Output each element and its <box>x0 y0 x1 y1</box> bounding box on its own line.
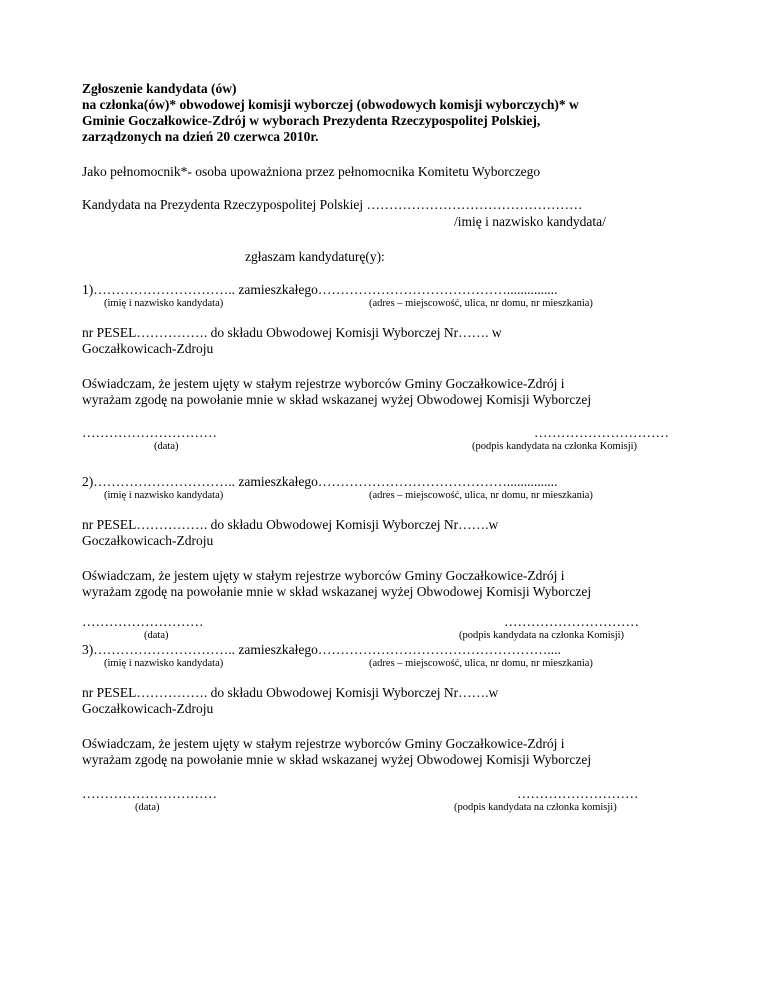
date-dots: ………………………… <box>82 786 217 801</box>
name-caption: (imię i nazwisko kandydata) <box>104 298 224 309</box>
candidate-name-caption: /imię i nazwisko kandydata/ <box>454 214 606 229</box>
address-caption: (adres – miejscowość, ulica, nr domu, nr mieszkania) <box>369 490 593 501</box>
pesel-line: nr PESEL……………. do składu Obwodowej Komisji Wyborczej Nr……. w <box>82 325 502 340</box>
signature-caption: (podpis kandydata na członka komisji) <box>454 802 617 813</box>
date-dots: ………………………… <box>82 425 217 440</box>
statement-line: wyrażam zgodę na powołanie mnie w skład wskazanej wyżej Obwodowej Komisji Wyborczej <box>82 584 592 599</box>
pesel-line: Goczałkowicach-Zdroju <box>82 533 214 548</box>
signature-caption: (podpis kandydata na członka Komisji) <box>459 630 625 641</box>
signature-dots: ………………………… <box>534 425 669 440</box>
form-subtitle-line: Gminie Goczałkowice-Zdrój w wyborach Prezydenta Rzeczypospolitej Polskiej, <box>82 113 541 128</box>
name-caption: (imię i nazwisko kandydata) <box>104 658 224 669</box>
candidate-entry-line: 1)………………………….. zamieszkałego……………………………………............... <box>82 282 558 297</box>
date-caption: (data) <box>135 802 160 813</box>
name-caption: (imię i nazwisko kandydata) <box>104 490 224 501</box>
declaration-text: zgłaszam kandydaturę(y): <box>245 249 385 264</box>
address-caption: (adres – miejscowość, ulica, nr domu, nr mieszkania) <box>369 298 593 309</box>
statement-line: Oświadczam, że jestem ujęty w stałym rejestrze wyborców Gminy Goczałkowice-Zdrój i <box>82 736 565 751</box>
intro-candidate-line: Kandydata na Prezydenta Rzeczypospolitej Polskiej ………………………………………… <box>82 197 583 212</box>
intro-line: Jako pełnomocnik*- osoba upoważniona przez pełnomocnika Komitetu Wyborczego <box>82 164 541 179</box>
signature-dots: ………………………… <box>504 614 639 629</box>
pesel-line: Goczałkowicach-Zdroju <box>82 701 214 716</box>
address-caption: (adres – miejscowość, ulica, nr domu, nr mieszkania) <box>369 658 593 669</box>
date-caption: (data) <box>154 441 179 452</box>
statement-line: Oświadczam, że jestem ujęty w stałym rejestrze wyborców Gminy Goczałkowice-Zdrój i <box>82 568 565 583</box>
statement-line: Oświadczam, że jestem ujęty w stałym rejestrze wyborców Gminy Goczałkowice-Zdrój i <box>82 376 565 391</box>
pesel-line: nr PESEL……………. do składu Obwodowej Komisji Wyborczej Nr…….w <box>82 685 499 700</box>
statement-line: wyrażam zgodę na powołanie mnie w skład wskazanej wyżej Obwodowej Komisji Wyborczej <box>82 752 592 767</box>
signature-caption: (podpis kandydata na członka Komisji) <box>472 441 638 452</box>
form-title: Zgłoszenie kandydata (ów) <box>82 81 237 96</box>
statement-line: wyrażam zgodę na powołanie mnie w skład wskazanej wyżej Obwodowej Komisji Wyborczej <box>82 392 592 407</box>
form-subtitle-line: na członka(ów)* obwodowej komisji wyborczej (obwodowych komisji wyborczych)* w <box>82 97 579 112</box>
form-subtitle-line: zarządzonych na dzień 20 czerwca 2010r. <box>82 129 319 144</box>
signature-dots: ……………………… <box>517 786 639 801</box>
pesel-line: Goczałkowicach-Zdroju <box>82 341 214 356</box>
candidate-entry-line: 2)………………………….. zamieszkałego……………………………………............... <box>82 474 558 489</box>
pesel-line: nr PESEL……………. do składu Obwodowej Komisji Wyborczej Nr…….w <box>82 517 499 532</box>
candidate-entry-line: 3)………………………….. zamieszkałego…………………………………………….... <box>82 642 561 657</box>
date-dots: ……………………… <box>82 614 204 629</box>
date-caption: (data) <box>144 630 169 641</box>
